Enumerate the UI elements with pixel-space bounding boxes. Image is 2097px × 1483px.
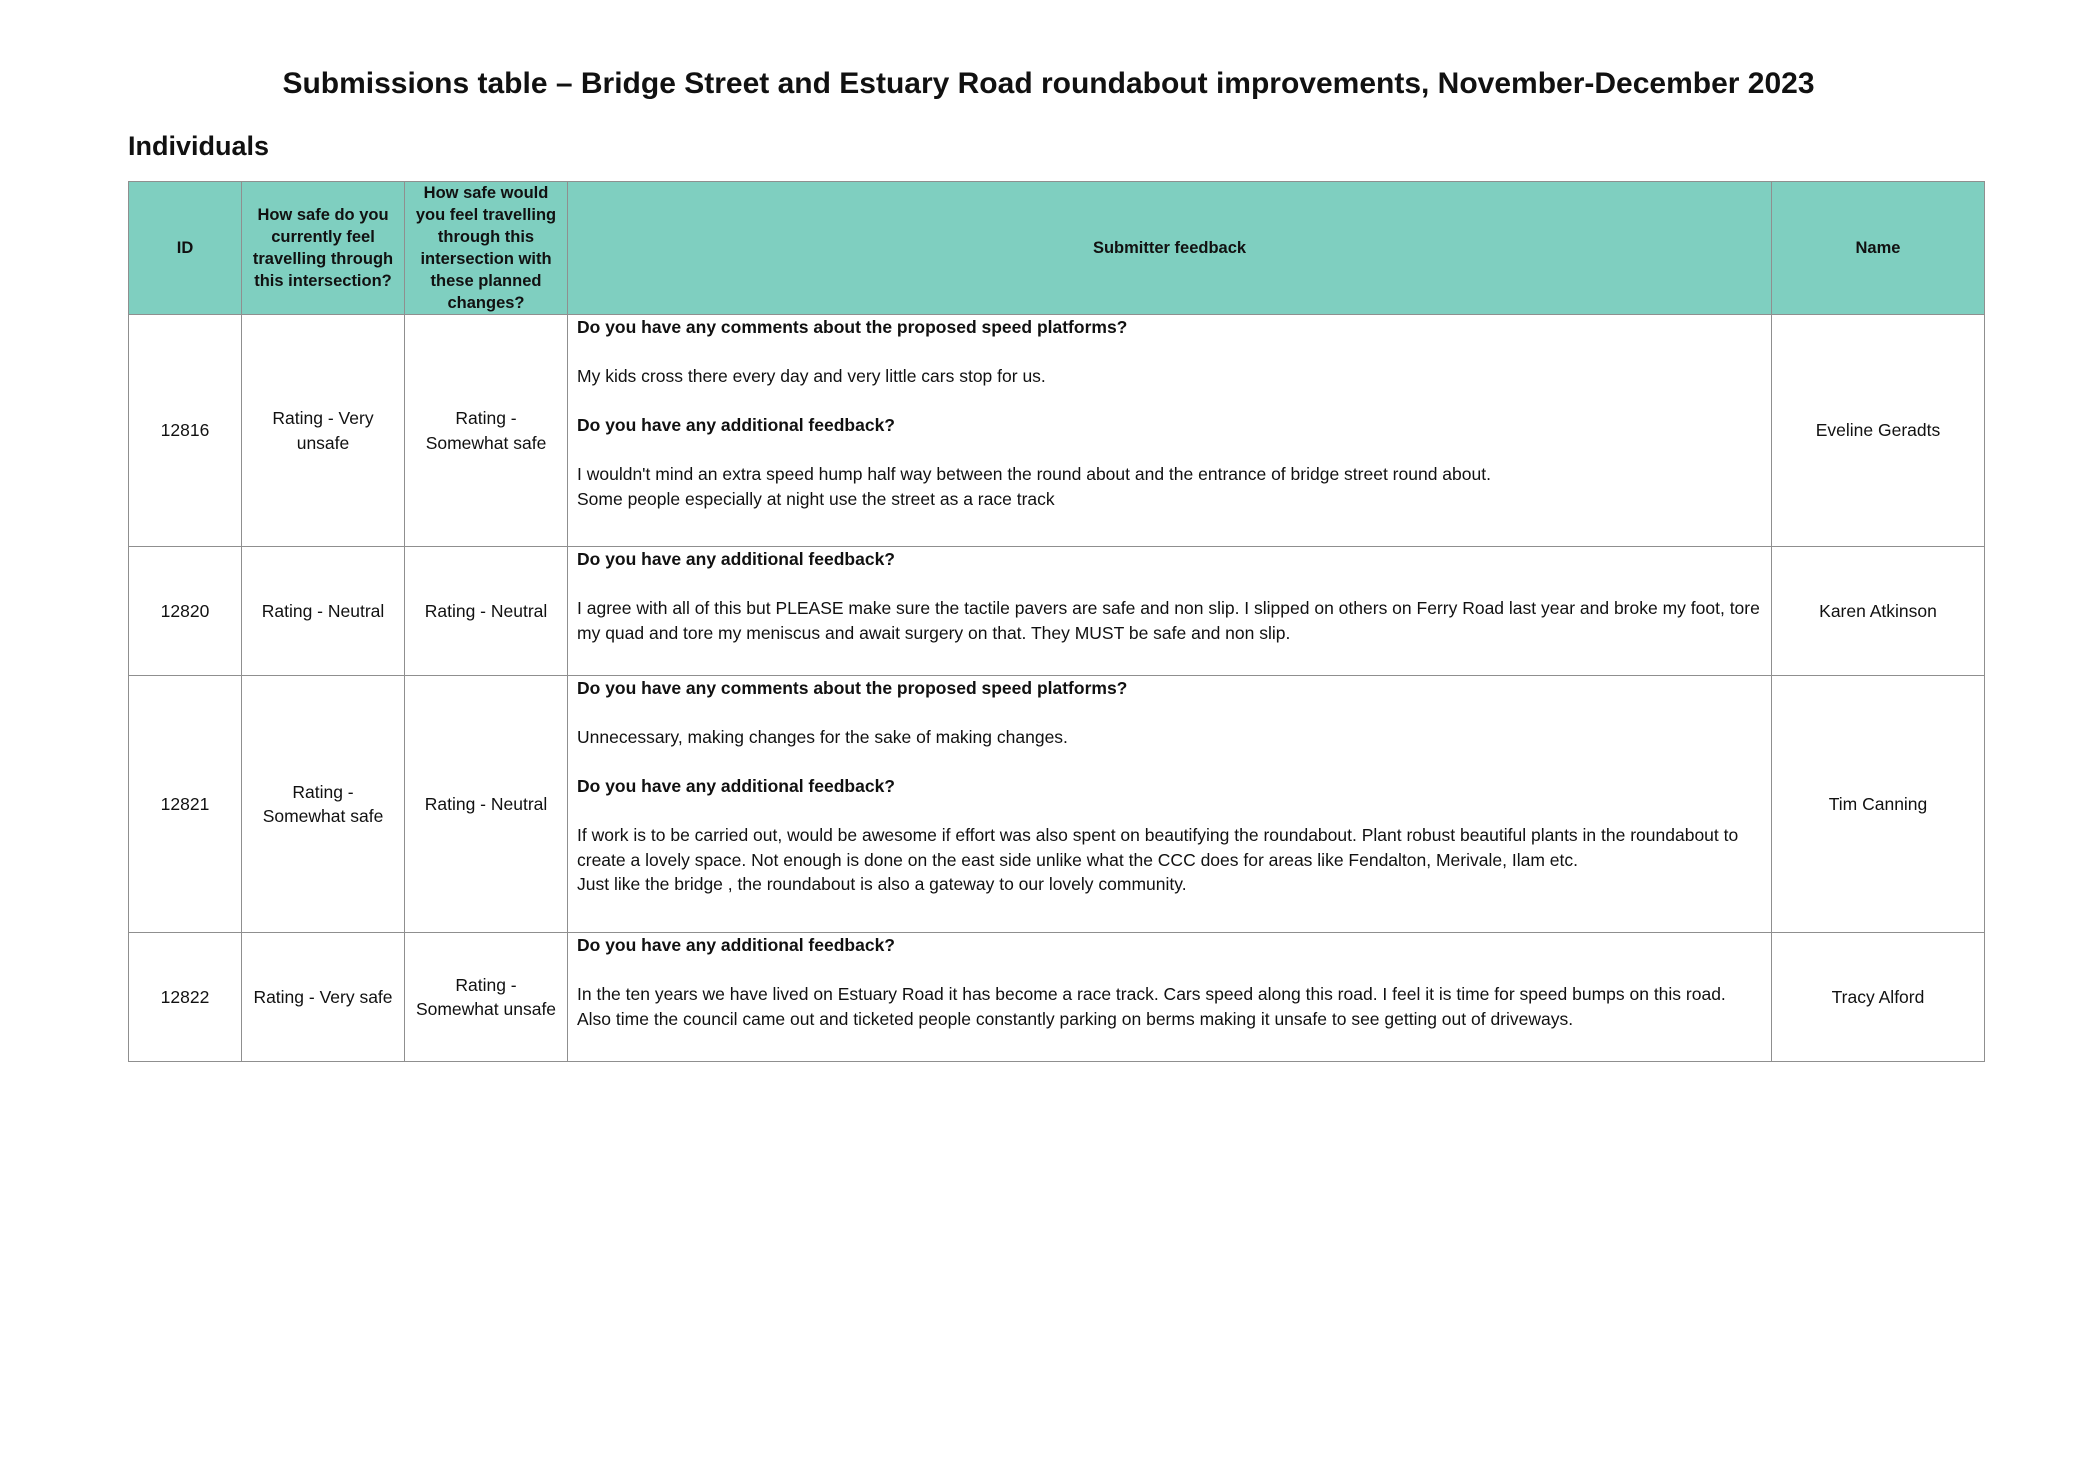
cell-name: Karen Atkinson [1772,547,1985,676]
feedback-question: Do you have any comments about the proposed speed platforms? [577,678,1128,698]
feedback-answer: I wouldn't mind an extra speed hump half way between the round about and the entrance of bridge street round about. Some people especially at night use the street as a race track [577,464,1491,509]
column-header-name: Name [1772,182,1985,315]
cell-planned-safety: Rating - Neutral [405,547,568,676]
cell-feedback [568,933,1772,1062]
cell-id: 12822 [129,933,242,1062]
feedback-question: Do you have any additional feedback? [577,776,895,796]
feedback-answer: In the ten years we have lived on Estuary Road it has become a race track. Cars speed along this road. I feel it is time for speed bumps on this road. Also time the council came out and ticketed people constantly parking on berms making it unsafe to see getting out of driveways. [577,984,1726,1029]
feedback-answer: Unnecessary, making changes for the sake of making changes. [577,727,1068,747]
cell-name: Tim Canning [1772,676,1985,933]
cell-current-safety: Rating - Neutral [242,547,405,676]
cell-name: Eveline Geradts [1772,315,1985,547]
table-row [129,315,1985,547]
feedback-question: Do you have any additional feedback? [577,549,895,569]
cell-planned-safety: Rating - Neutral [405,676,568,933]
column-header-planned-safety: How safe would you feel travelling through this intersection with these planned changes? [405,182,568,315]
cell-planned-safety: Rating - Somewhat unsafe [405,933,568,1062]
cell-name: Tracy Alford [1772,933,1985,1062]
feedback-answer: If work is to be carried out, would be awesome if effort was also spent on beautifying the roundabout. Plant robust beautiful plants in the roundabout to create a lovely space. Not enough is done on the east side unlike what the CCC does for areas like Fendalton, Merivale, Ilam etc. Just like the bridge , the roundabout is also a gateway to our lovely community. [577,825,1739,894]
cell-current-safety: Rating - Very unsafe [242,315,405,547]
cell-id: 12821 [129,676,242,933]
feedback-question: Do you have any additional feedback? [577,415,895,435]
feedback-answer: My kids cross there every day and very little cars stop for us. [577,366,1046,386]
table-header-row [129,182,1985,315]
cell-feedback [568,547,1772,676]
column-header-id: ID [129,182,242,315]
cell-feedback [568,676,1772,933]
table-row [129,676,1985,933]
column-header-current-safety: How safe do you currently feel travelling through this intersection? [242,182,405,315]
column-header-feedback: Submitter feedback [568,182,1772,315]
cell-current-safety: Rating - Somewhat safe [242,676,405,933]
table-row [129,933,1985,1062]
table-row [129,547,1985,676]
page-title: Submissions table – Bridge Street and Estuary Road roundabout improvements, November-December 2023 [282,67,1815,100]
section-heading: Individuals [128,131,270,161]
feedback-answer: I agree with all of this but PLEASE make sure the tactile pavers are safe and non slip. I slipped on others on Ferry Road last year and broke my foot, tore my quad and tore my meniscus and await surgery on that. They MUST be safe and non slip. [577,598,1760,643]
submissions-table [128,181,1985,1062]
cell-planned-safety: Rating - Somewhat safe [405,315,568,547]
cell-id: 12816 [129,315,242,547]
feedback-question: Do you have any additional feedback? [577,935,895,955]
feedback-question: Do you have any comments about the proposed speed platforms? [577,317,1128,337]
cell-current-safety: Rating - Very safe [242,933,405,1062]
cell-feedback [568,315,1772,547]
cell-id: 12820 [129,547,242,676]
